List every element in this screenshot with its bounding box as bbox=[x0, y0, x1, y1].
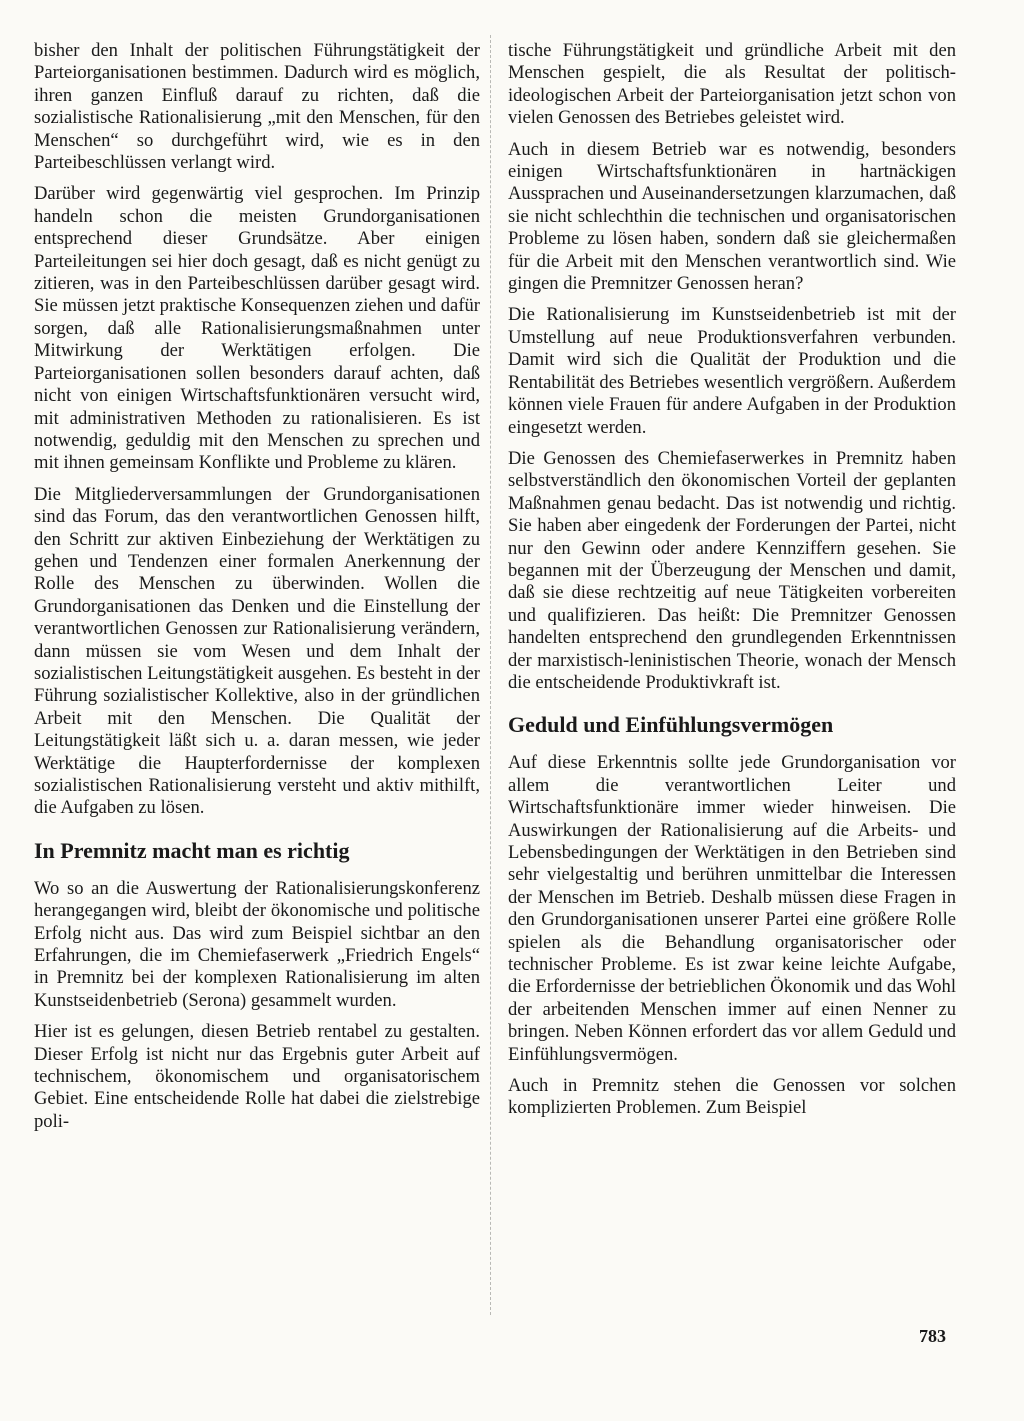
paragraph: Hier ist es gelungen, diesen Betrieb rentabel zu gestalten. Dieser Erfolg ist nicht nur das Ergebnis guter Arbeit auf technischem, ökonomischem und organisatorischem Gebiet. Eine entscheidende Rolle hat dabei die zielstrebige poli- bbox=[34, 1021, 480, 1132]
paragraph: Die Mitgliederversammlungen der Grundorganisationen sind das Forum, das den verantwortlichen Genossen hilft, den Schritt zur aktiven Einbeziehung der Werktätigen zu gehen und Tendenzen einer formalen Anerkennung der Rolle des Menschen zu überwinden. Wollen die Grundorganisationen das Denken und die Einstellung der verantwortlichen Genossen zur Rationalisierung verändern, dann müssen sie vom Wesen und dem Inhalt der sozialistischen Leitungstätigkeit ausgehen. Es besteht in der Führung sozialistischer Kollektive, also in der gründlichen Arbeit mit den Menschen. Die Qualität der Leitungstätigkeit läßt sich u. a. daran messen, wie jeder Werktätige die Haupterfordernisse der komplexen sozialistischen Rationalisierung versteht und aktiv mithilft, die Aufgaben zu lösen. bbox=[34, 483, 480, 819]
section-heading: Geduld und Einfühlungsvermögen bbox=[508, 712, 834, 738]
paragraph: Auf diese Erkenntnis sollte jede Grundorganisation vor allem die verantwortlichen Leiter und Wirtschaftsfunktionäre immer wieder hinweisen. Die Auswirkungen der Rationalisierung auf die Arbeits- und Lebensbedingungen der Werktätigen in den Betrieben sind sehr vielgestaltig und berühren unmittelbar die Interessen der Menschen im Betrieb. Deshalb müssen diese Fragen in den Grundorganisationen unserer Partei eine größere Rolle spielen als die Behandlung organisatorischer oder technischer Probleme. Es ist zwar keine leichte Aufgabe, die Erfordernisse der betrieblichen Ökonomik und das Wohl der arbeitenden Menschen immer auf einen Nenner zu bringen. Neben Können erfordert das vor allem Geduld und Einfühlungsvermögen. bbox=[508, 752, 956, 1065]
column-divider bbox=[490, 35, 491, 1315]
paragraph: Wo so an die Auswertung der Rationalisierungskonferenz herangegangen wird, bleibt der ökonomische und politische Erfolg nicht aus. Das wird zum Beispiel sichtbar an den Erfahrungen, die im Chemiefaserwerk „Friedrich Engels“ in Premnitz bei der komplexen Rationalisierung im alten Kunstseidenbetrieb (Serona) gesammelt wurden. bbox=[34, 877, 480, 1011]
paragraph: tische Führungstätigkeit und gründliche Arbeit mit den Menschen gespielt, die als Resultat der politisch-ideologischen Arbeit der Parteiorganisation jetzt schon von vielen Genossen des Betriebes geleistet wird. bbox=[508, 40, 956, 129]
paragraph: Die Rationalisierung im Kunstseidenbetrieb ist mit der Umstellung auf neue Produktionsverfahren verbunden. Damit wird sich die Qualität der Produktion und die Rentabilität des Betriebes wesentlich vergrößern. Außerdem können viele Frauen für andere Aufgaben in der Produktion eingesetzt werden. bbox=[508, 304, 956, 438]
left-column bbox=[34, 40, 480, 1142]
section-heading: In Premnitz macht man es richtig bbox=[34, 837, 350, 863]
paragraph: Die Genossen des Chemiefaserwerkes in Premnitz haben selbstverständlich den ökonomischen Vorteil der geplanten Maßnahmen genau bedacht. Das ist notwendig und richtig. Sie haben aber eingedenk der Forderungen der Partei, nicht nur den Gewinn oder andere Kennziffern gesehen. Sie begannen mit der Überzeugung der Menschen und damit, daß sie diese rechtzeitig auf neue Tätigkeiten vorbereiten und qualifizieren. Das heißt: Die Premnitzer Genossen handelten entsprechend den grundlegenden Erkenntnissen der marxistisch-leninistischen Theorie, wonach der Mensch die entscheidende Produktivkraft ist. bbox=[508, 447, 956, 693]
page-number: 783 bbox=[919, 1326, 946, 1346]
paragraph: Darüber wird gegenwärtig viel gesprochen. Im Prinzip handeln schon die meisten Grundorganisationen entsprechend dieser Grundsätze. Aber einigen Parteileitungen sei hier doch gesagt, daß es nicht genügt zu zitieren, was in den Parteibeschlüssen darüber gesagt wird. Sie müssen jetzt praktische Konsequenzen ziehen und dafür sorgen, daß alle Rationalisierungsmaßnahmen unter Mitwirkung der Werktätigen erfolgen. Die Parteiorganisationen sollen besonders darauf achten, daß nicht von einigen Wirtschaftsfunktionären versucht wird, mit administrativen Methoden zu rationalisieren. Es ist notwendig, geduldig mit den Menschen zu sprechen und mit ihnen gemeinsam Konflikte und Probleme zu klären. bbox=[34, 183, 480, 474]
paragraph: Auch in diesem Betrieb war es notwendig, besonders einigen Wirtschaftsfunktionären in hartnäckigen Aussprachen und Auseinandersetzungen klarzumachen, daß sie nicht schlechthin die technischen und organisatorischen Probleme zu lösen haben, sondern daß sie gleichermaßen für die Arbeit mit den Menschen verantwortlich sind. Wie gingen die Premnitzer Genossen heran? bbox=[508, 138, 956, 295]
paragraph: bisher den Inhalt der politischen Führungstätigkeit der Parteiorganisationen bestimmen. Dadurch wird es möglich, ihren ganzen Einfluß darauf zu richten, daß die sozialistische Rationalisierung „mit den Menschen, für den Menschen“ so durchgeführt wird, wie es in den Parteibeschlüssen verlangt wird. bbox=[34, 40, 480, 174]
right-column bbox=[508, 40, 956, 1129]
paragraph: Auch in Premnitz stehen die Genossen vor solchen komplizierten Problemen. Zum Beispiel bbox=[508, 1075, 956, 1119]
